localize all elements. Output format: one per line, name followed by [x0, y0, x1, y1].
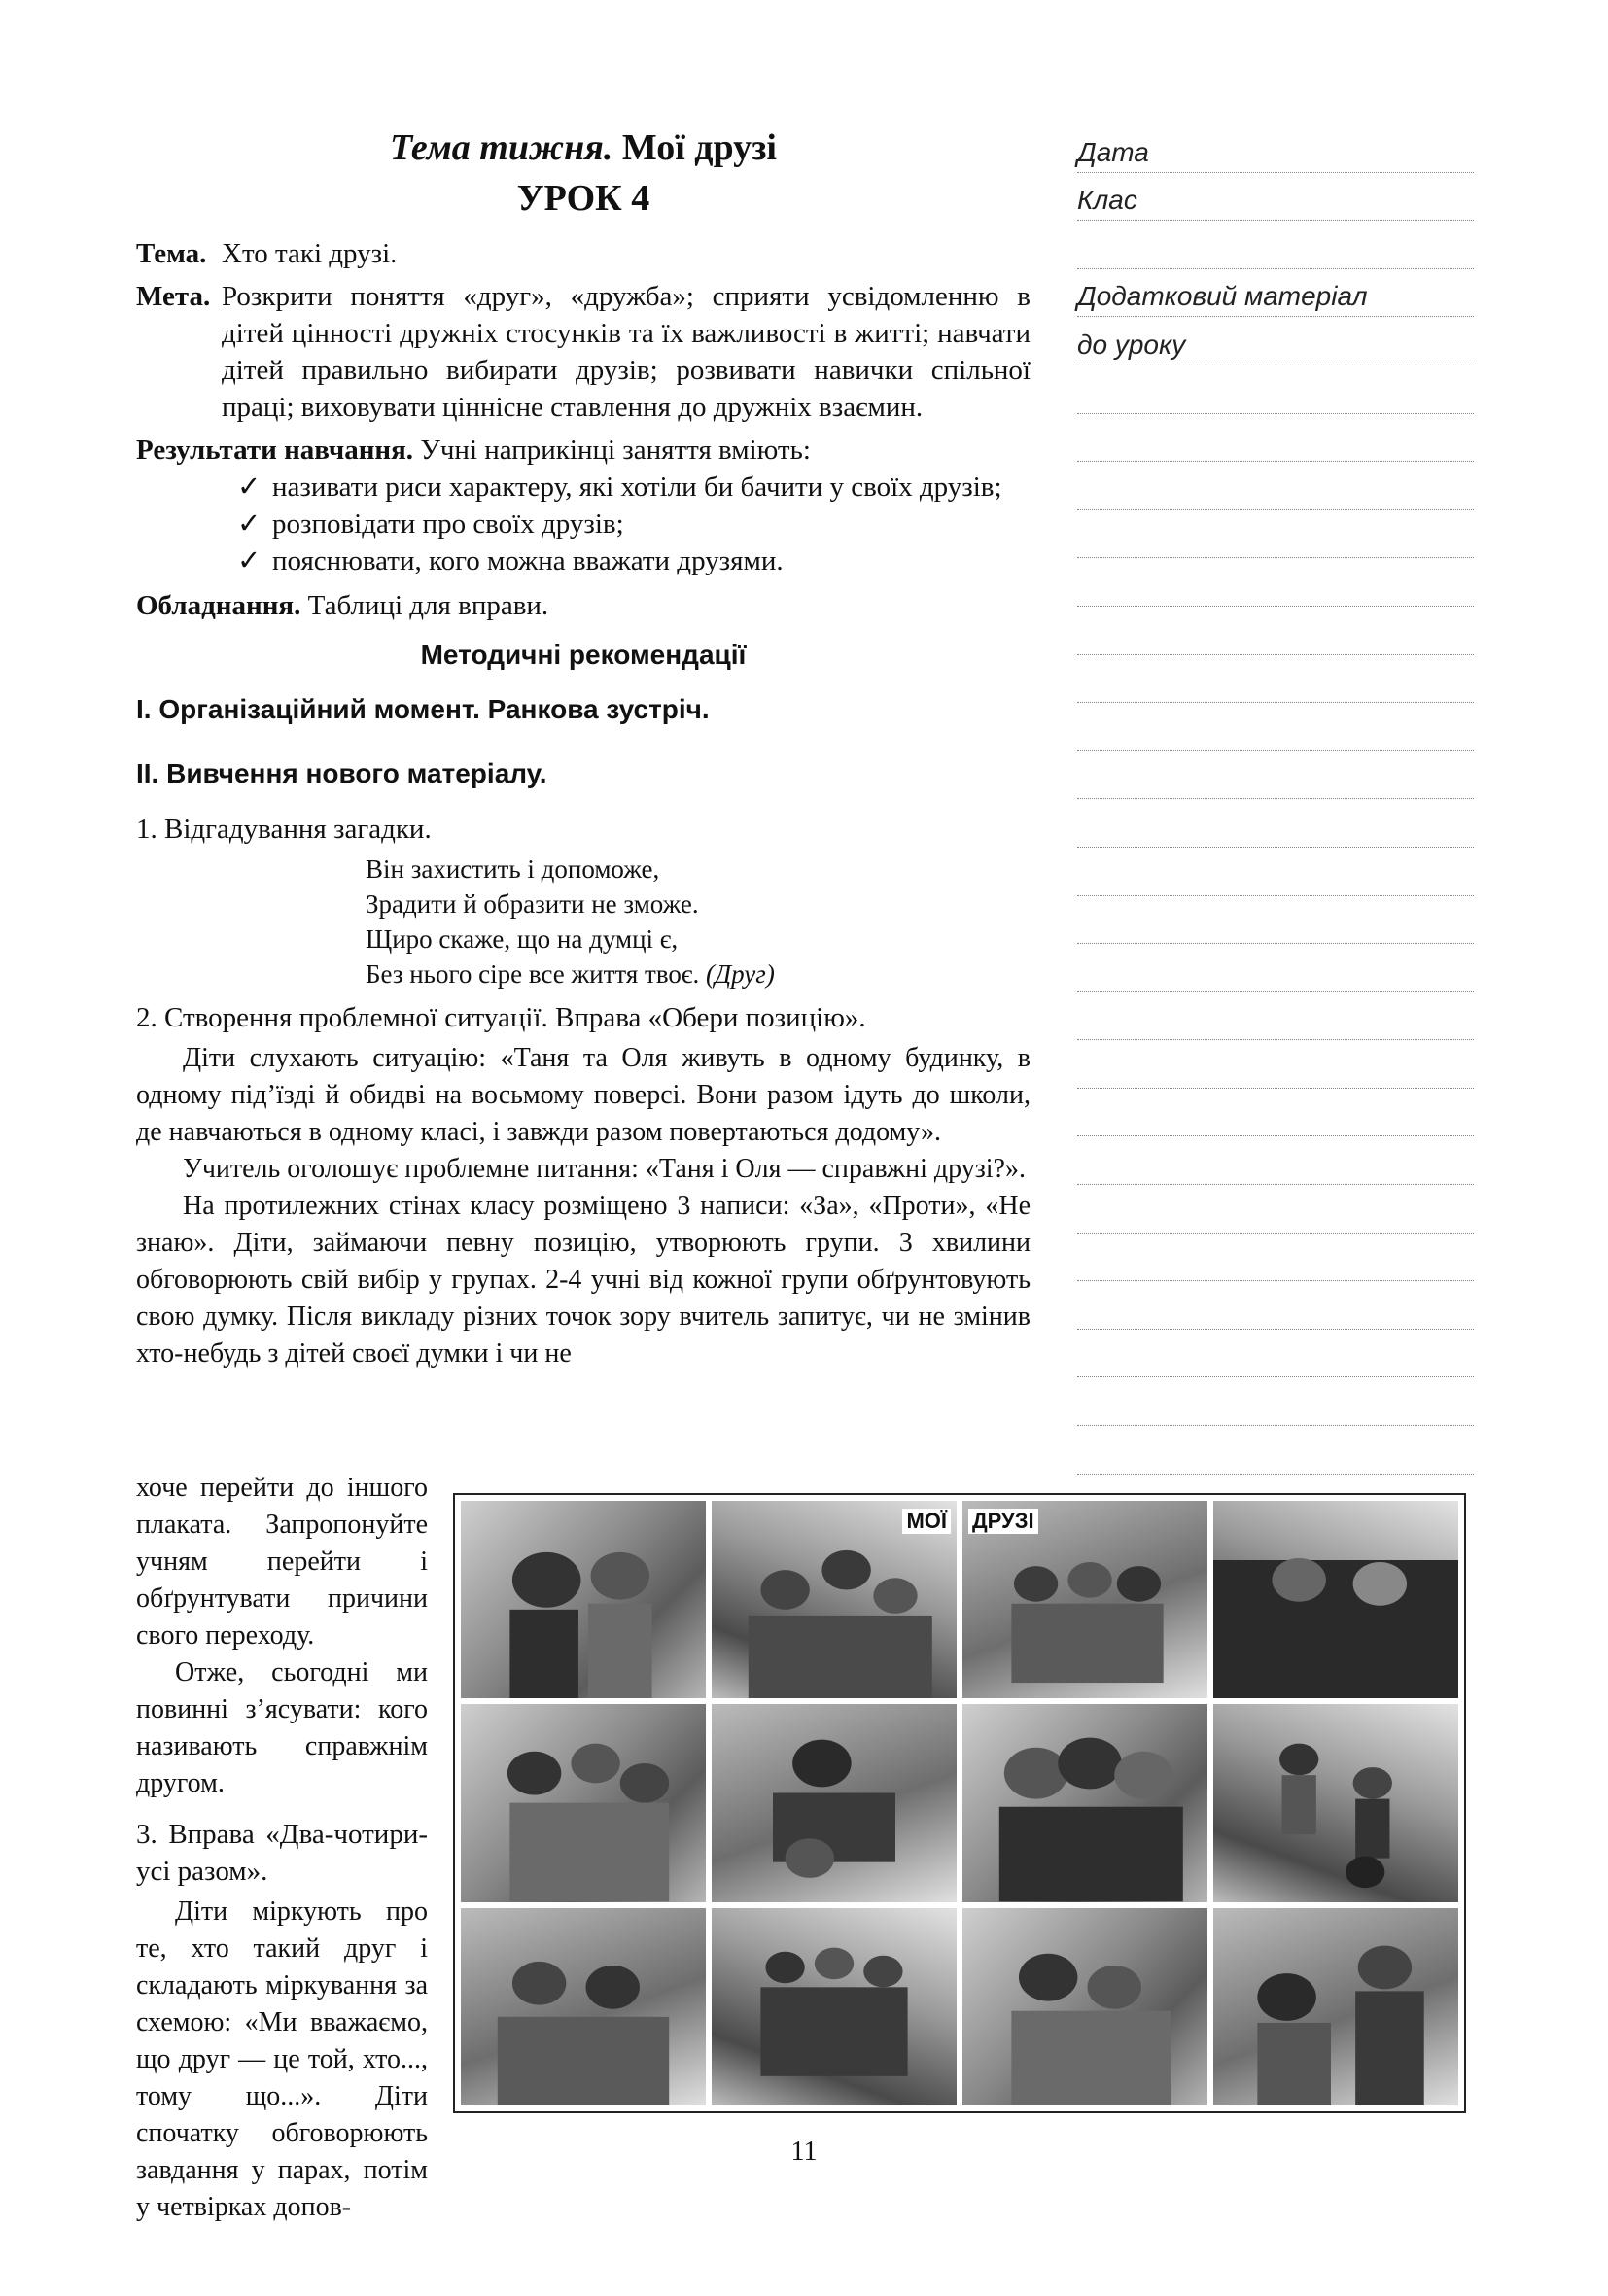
note-line[interactable] — [1077, 896, 1474, 945]
list-item — [237, 542, 1031, 579]
photo — [1213, 1704, 1458, 1901]
continuation-text: хоче перейти до іншого плаката. Запропонуйте учням перейти і обґрунтувати причини свого переходу. — [136, 1473, 428, 1651]
check-icon: ✓ — [237, 471, 262, 503]
note-line[interactable] — [1077, 1040, 1474, 1089]
paragraph: На протилежних стінах класу розміщено 3 написи: «За», «Проти», «Не знаю». Діти, займаючи певну позицію, утворюють групи. 3 хвилини обговорюють свій вибір у групах. 2-4 учні від кожної групи обґрунтовують свою думку. Після викладу різних точок зору вчитель запитує, чи не змінив хто-небудь з дітей своєї думки і чи не — [136, 1191, 1031, 1369]
check-icon: ✓ — [237, 508, 262, 539]
result-item-text: називати риси характеру, які хотіли би бачити у своїх друзів; — [272, 471, 1002, 503]
riddle-poem — [136, 852, 1031, 991]
item-3: 3. Вправа «Два-чотири-усі разом». — [136, 1819, 428, 1887]
collage-label-left: МОЇ — [902, 1509, 951, 1534]
note-line[interactable] — [1077, 462, 1474, 510]
note-line[interactable] — [1077, 1089, 1474, 1137]
date-line[interactable] — [1077, 124, 1474, 173]
note-line[interactable] — [1077, 558, 1474, 607]
note-line[interactable] — [1077, 1234, 1474, 1282]
week-title — [136, 124, 1031, 171]
check-icon: ✓ — [237, 545, 262, 576]
note-line[interactable] — [1077, 992, 1474, 1041]
equipment-line — [136, 587, 1031, 624]
photo — [1213, 1908, 1458, 2105]
extra-material-line-2[interactable] — [1077, 317, 1474, 365]
equipment-label: Обладнання. — [136, 590, 301, 621]
list-item — [237, 469, 1031, 505]
paragraph: Діти слухають ситуацію: «Таня та Оля живуть в одному будинку, в одному під’їзді й обидві на восьмому поверсі. Вони разом ідуть до школи, де навчаються в одному класі, і завжди разом повертаються додому». — [136, 1043, 1031, 1147]
photo — [461, 1908, 706, 2105]
photo — [712, 1501, 957, 1698]
note-line[interactable] — [1077, 365, 1474, 414]
photo — [461, 1501, 706, 1698]
photo — [712, 1704, 957, 1901]
exercise-text: Діти міркують про те, хто такий друг і складають міркування за схемою: «Ми вважаємо, що друг — це той, хто..., тому що...». Діти спочатку обговорюють завдання у парах, потім у четвірках допов- — [136, 1896, 428, 2222]
topic-row — [136, 235, 1031, 272]
note-line[interactable] — [1077, 510, 1474, 559]
item-1: 1. Відгадування загадки. — [136, 814, 432, 845]
margin-notes-column — [1077, 124, 1474, 1475]
topic-label: Тема. — [136, 238, 207, 269]
note-line[interactable] — [1077, 799, 1474, 848]
method-heading: Методичні рекомендації — [420, 640, 747, 670]
note-line[interactable] — [1077, 1136, 1474, 1185]
extra-material-label: Додатковий матеріал — [1077, 281, 1368, 312]
poem-line — [366, 957, 1031, 991]
section-1-heading: І. Організаційний момент. Ранкова зустріч. — [136, 694, 710, 724]
note-line[interactable] — [1077, 1377, 1474, 1426]
note-line[interactable] — [1077, 607, 1474, 655]
page-number: 11 — [790, 2137, 818, 2167]
result-item-text: пояснювати, кого можна вважати друзями. — [272, 545, 784, 576]
children-photo-collage — [453, 1493, 1466, 2113]
poem-last-line: Без нього сіре все життя твоє. — [366, 959, 706, 989]
week-title-italic: Тема тижня. — [390, 127, 613, 168]
note-line[interactable] — [1077, 1185, 1474, 1234]
left-narrow-column — [136, 1470, 428, 2226]
paragraph: Учитель оголошує проблемне питання: «Таня і Оля — справжні друзі?». — [183, 1154, 1026, 1184]
poem-line: Щиро скаже, що на думці є, — [366, 924, 679, 954]
class-label: Клас — [1077, 185, 1137, 216]
note-line[interactable] — [1077, 655, 1474, 704]
note-line[interactable] — [1077, 1281, 1474, 1330]
poem-line: Зрадити й образити не зможе. — [366, 889, 699, 919]
note-line[interactable] — [1077, 1330, 1474, 1378]
equipment-text: Таблиці для вправи. — [300, 590, 549, 621]
goal-label: Мета. — [136, 281, 211, 312]
conclusion-text: Отже, сьогодні ми повинні з’ясувати: кого називають справжнім другом. — [136, 1657, 428, 1798]
extra-material-label-2: до уроку — [1077, 329, 1186, 360]
note-line[interactable] — [1077, 1426, 1474, 1475]
poem-line: Він захистить і допоможе, — [366, 854, 660, 884]
note-line[interactable] — [1077, 221, 1474, 269]
extra-material-line[interactable] — [1077, 269, 1474, 318]
photo — [1213, 1501, 1458, 1698]
photo — [962, 1501, 1207, 1698]
results-line — [136, 432, 1031, 469]
results-list — [136, 469, 1031, 579]
note-line[interactable] — [1077, 703, 1474, 751]
results-text: Учні наприкінці заняття вміють: — [413, 435, 811, 466]
photo — [712, 1908, 957, 2105]
result-item-text: розповідати про своїх друзів; — [272, 508, 624, 539]
riddle-answer: (Друг) — [705, 959, 775, 989]
note-line[interactable] — [1077, 751, 1474, 800]
lesson-title: УРОК 4 — [516, 178, 650, 219]
date-label: Дата — [1077, 136, 1149, 167]
section-2-heading: ІІ. Вивчення нового матеріалу. — [136, 758, 547, 788]
goal-row — [136, 278, 1031, 426]
note-line[interactable] — [1077, 944, 1474, 992]
note-lines — [1077, 365, 1474, 1475]
note-line[interactable] — [1077, 414, 1474, 463]
photo — [461, 1704, 706, 1901]
goal-text: Розкрити поняття «друг», «дружба»; сприяти усвідомленню в дітей цінності дружніх стосунків та їх важливості в житті; навчати дітей правильно вибирати друзів; розвивати навички спільної праці; виховувати ціннісне ставлення до дружніх взаємин. — [222, 281, 1031, 423]
item-2: 2. Створення проблемної ситуації. Вправа «Обери позицію». — [136, 1002, 866, 1033]
main-column — [136, 124, 1031, 1373]
note-line[interactable] — [1077, 848, 1474, 896]
week-title-rest: Мої друзі — [612, 127, 777, 168]
list-item — [237, 505, 1031, 542]
class-line[interactable] — [1077, 173, 1474, 222]
collage-label-right: ДРУЗІ — [968, 1509, 1038, 1534]
photo — [962, 1908, 1207, 2105]
photo — [962, 1704, 1207, 1901]
topic-text: Хто такі друзі. — [222, 238, 398, 269]
results-label: Результати навчання. — [136, 435, 414, 466]
